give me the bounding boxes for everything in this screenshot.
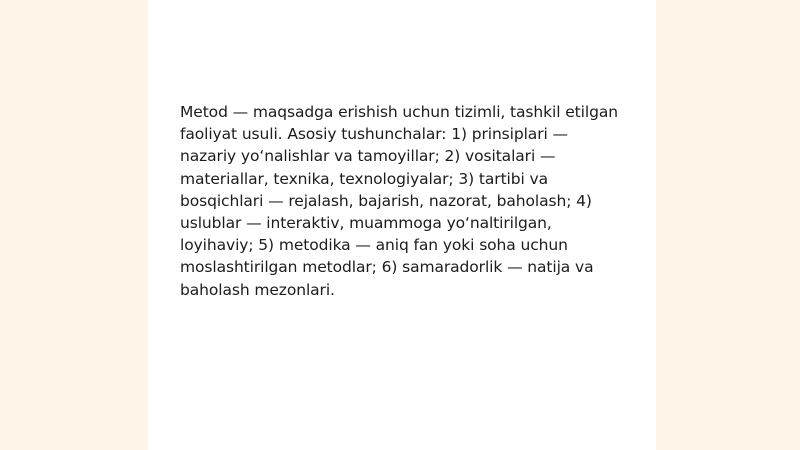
body-paragraph: Metod — maqsadga erishish uchun tizimli, tashkil etilgan faoliyat usuli. Asosiy tushunchalar: 1) prinsiplari — nazariy yo‘nalishlar va tamoyillar; 2) vositalari — materiallar, texnika, texnologiyalar; 3) tartibi va bosqichlari — rejalash, bajarish, nazorat, baholash; 4) uslublar — interaktiv, muammoga yo‘naltirilgan, loyihaviy; 5) metodika — aniq fan yoki soha uchun moslashtirilgan metodlar; 6) samaradorlik — natija va baholash mezonlari. <box>180 103 618 299</box>
document-page <box>148 0 656 450</box>
